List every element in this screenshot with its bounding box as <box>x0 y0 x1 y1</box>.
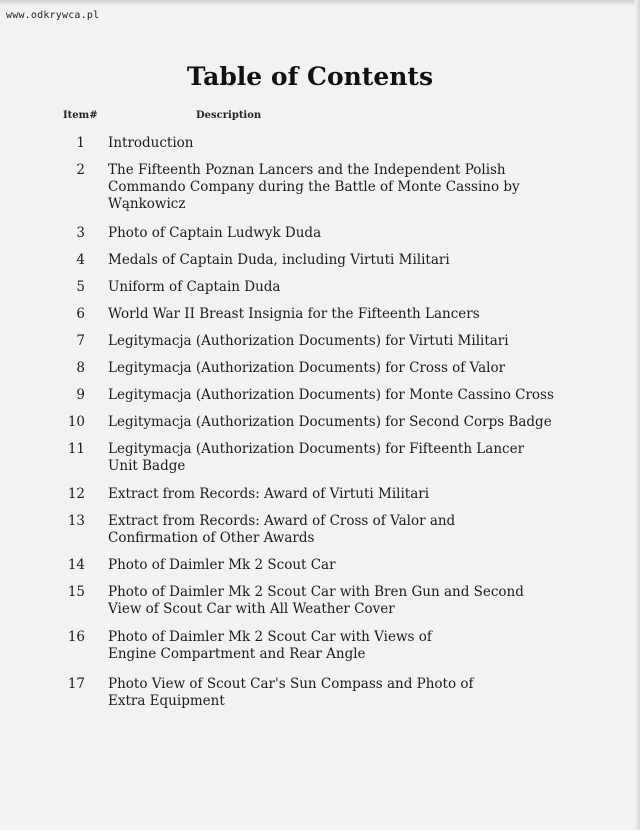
toc-description-line: Medals of Captain Duda, including Virtuti Militari <box>108 252 450 268</box>
toc-description-line: Unit Badge <box>108 458 186 474</box>
toc-description-line: Uniform of Captain Duda <box>108 279 281 295</box>
toc-item-number: 8 <box>76 360 85 376</box>
toc-description-line: Legitymacja (Authorization Documents) for Second Corps Badge <box>108 414 552 430</box>
toc-item-number: 5 <box>76 279 85 295</box>
toc-item-description <box>108 629 578 663</box>
toc-description-line: Wąnkowicz <box>108 196 186 212</box>
toc-description-line: World War II Breast Insignia for the Fifteenth Lancers <box>108 306 480 322</box>
toc-item-description <box>108 584 578 618</box>
toc-item-description <box>108 387 578 404</box>
toc-item-description <box>108 676 578 710</box>
toc-item-number: 10 <box>67 414 85 430</box>
toc-item-description <box>108 333 578 350</box>
toc-description-line: Engine Compartment and Rear Angle <box>108 646 366 662</box>
toc-item-description <box>108 486 578 503</box>
toc-description-line: Legitymacja (Authorization Documents) for Fifteenth Lancer <box>108 441 525 457</box>
toc-description-line: Legitymacja (Authorization Documents) for Monte Cassino Cross <box>108 387 554 403</box>
toc-item-number: 12 <box>67 486 85 502</box>
page-title: Table of Contents <box>186 62 434 91</box>
toc-item-number: 7 <box>76 333 85 349</box>
toc-item-number: 1 <box>76 135 85 151</box>
toc-description-line: Legitymacja (Authorization Documents) for Virtuti Militari <box>108 333 509 349</box>
toc-item-description <box>108 252 578 269</box>
toc-description-line: Confirmation of Other Awards <box>108 530 315 546</box>
toc-item-description <box>108 441 578 475</box>
toc-description-line: Legitymacja (Authorization Documents) for Cross of Valor <box>108 360 506 376</box>
column-header-item: Item# <box>63 110 98 121</box>
watermark-text: www.odkrywca.pl <box>6 10 100 21</box>
toc-item-description <box>108 306 578 323</box>
toc-description-line: Extract from Records: Award of Cross of Valor and <box>108 513 456 529</box>
toc-item-number: 17 <box>67 676 85 692</box>
column-header-description: Description <box>196 110 262 121</box>
toc-item-number: 6 <box>76 306 85 322</box>
toc-item-number: 4 <box>76 252 85 268</box>
toc-item-number: 15 <box>67 584 85 600</box>
toc-item-description <box>108 360 578 377</box>
toc-item-number: 11 <box>67 441 85 457</box>
toc-description-line: The Fifteenth Poznan Lancers and the Independent Polish <box>108 162 506 178</box>
toc-description-line: Introduction <box>108 135 194 151</box>
toc-description-line: Photo View of Scout Car's Sun Compass and Photo of <box>108 676 474 692</box>
toc-item-description <box>108 513 578 547</box>
toc-item-number: 13 <box>67 513 85 529</box>
toc-description-line: Extract from Records: Award of Virtuti Militari <box>108 486 430 502</box>
toc-item-description <box>108 414 578 431</box>
toc-item-description <box>108 557 578 574</box>
toc-description-line: Extra Equipment <box>108 693 225 709</box>
toc-item-number: 9 <box>76 387 85 403</box>
toc-description-line: Commando Company during the Battle of Monte Cassino by <box>108 179 520 195</box>
toc-item-description <box>108 162 578 213</box>
toc-item-number: 14 <box>67 557 85 573</box>
toc-description-line: Photo of Daimler Mk 2 Scout Car with Bren Gun and Second <box>108 584 524 600</box>
toc-item-number: 2 <box>76 162 85 178</box>
toc-item-description <box>108 279 578 296</box>
toc-description-line: Photo of Daimler Mk 2 Scout Car with Views of <box>108 629 432 645</box>
toc-item-number: 3 <box>76 225 85 241</box>
toc-item-description <box>108 135 578 152</box>
toc-description-line: Photo of Daimler Mk 2 Scout Car <box>108 557 336 573</box>
toc-item-number: 16 <box>67 629 85 645</box>
toc-item-description <box>108 225 578 242</box>
toc-description-line: View of Scout Car with All Weather Cover <box>108 601 395 617</box>
toc-description-line: Photo of Captain Ludwyk Duda <box>108 225 322 241</box>
